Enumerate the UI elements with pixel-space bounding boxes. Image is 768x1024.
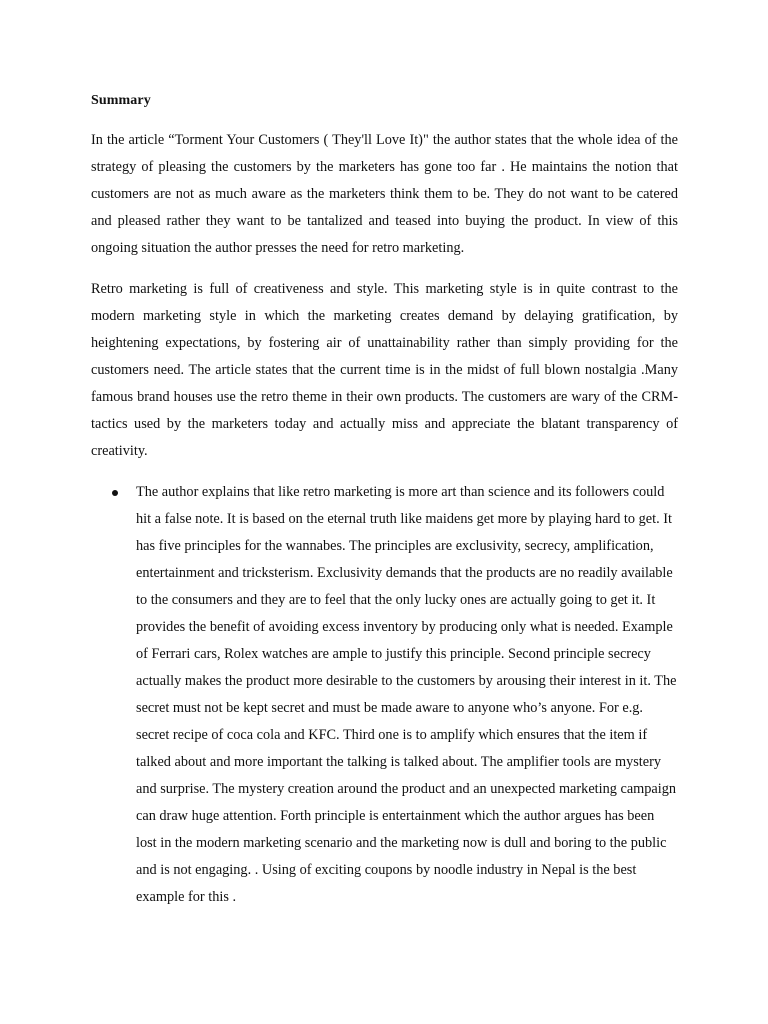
- paragraph-intro: In the article “Torment Your Customers ( They'll Love It)" the author states that the whole idea of the strategy of pleasing the customers by the marketers has gone too far . He maintains the notion that customers are not as much aware as the marketers think them to be. They do not want to be catered and pleased rather they want to be tantalized and teased into buying the product. In view of this ongoing situation the author presses the need for retro marketing.: [91, 132, 678, 256]
- bullet-dot-icon: [112, 490, 118, 496]
- section-heading: Summary: [91, 93, 151, 108]
- paragraph-retro-marketing: Retro marketing is full of creativeness and style. This marketing style is in quite contrast to the modern marketing style in which the marketing creates demand by delaying gratification, by heightening expectations, by fostering air of unattainability rather than simply providing for the customers need. The article states that the current time is in the midst of full blown nostalgia .Many famous brand houses use the retro theme in their own products. The customers are wary of the CRM- tactics used by the marketers today and actually miss and appreciate the blatant transparency of creativity.: [91, 281, 678, 459]
- bullet-text: The author explains that like retro marketing is more art than science and its followers could hit a false note. It is based on the eternal truth like maidens get more by playing hard to get. It has five principles for the wannabes. The principles are exclusivity, secrecy, amplification, entertainment and tricksterism. Exclusivity demands that the products are no readily available to the consumers and they are to feel that the only lucky ones are actually going to get it. It provides the benefit of avoiding excess inventory by producing only what is needed. Example of Ferrari cars, Rolex watches are ample to justify this principle. Second principle secrecy actually makes the product more desirable to the customers by arousing their interest in it. The secret must not be kept secret and must be made aware to anyone who’s anyone. For e.g. secret recipe of coca cola and KFC. Third one is to amplify which ensures that the item if talked about and more important the talking is talked about. The amplifier tools are mystery and surprise. The mystery creation around the product and an unexpected marketing campaign can draw huge attention. Forth principle is entertainment which the author argues has been lost in the modern marketing scenario and the marketing now is dull and boring to the public and is not engaging. . Using of exciting coupons by noodle industry in Nepal is the best example for this .: [136, 484, 677, 905]
- bullet-item-principles: [112, 479, 678, 911]
- bullet-list: [112, 479, 678, 911]
